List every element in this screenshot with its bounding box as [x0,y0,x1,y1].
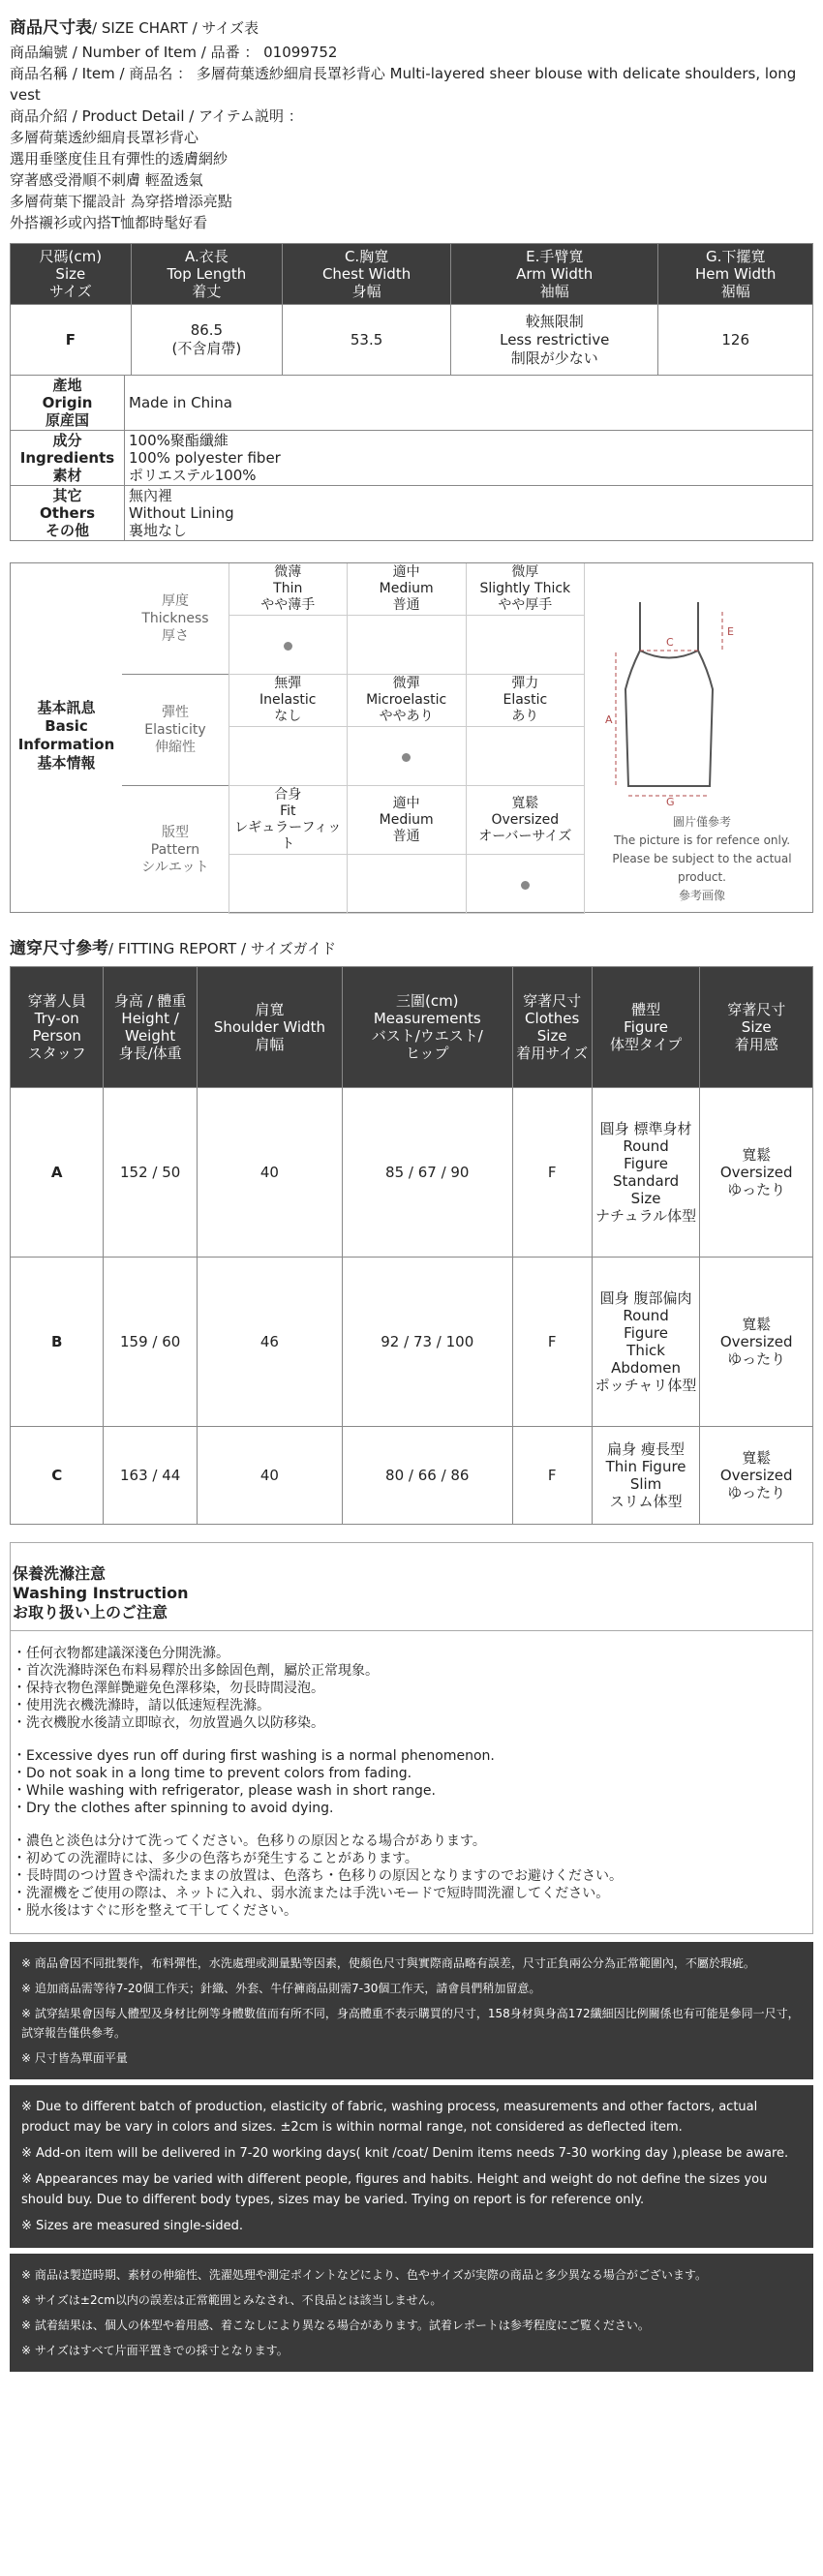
cell-line: (不含肩帶) [171,340,242,357]
fitting-title-cn: 適穿尺寸參考 [10,939,108,958]
fitting-cell-sh: 40 [197,1088,342,1258]
figure-line: Round [623,1137,669,1155]
header-line: 身長/体重 [118,1045,182,1062]
label-line: 原産国 [45,411,89,429]
description-line: 多層荷葉下擺設計 為穿搭增添亮點 [10,193,232,210]
attribute-option [229,786,347,855]
header-line: Size [55,265,86,283]
header-line: スタッフ [27,1045,86,1062]
caption-line: 參考画像 [678,889,725,902]
attribute-option [466,786,584,855]
title-rest: / SIZE CHART / サイズ表 [92,19,259,37]
header-line: C.胸寬 [344,248,389,265]
option-line: Medium [379,581,434,596]
info-table [10,375,813,541]
fitting-cell-m: 85 / 67 / 90 [342,1088,512,1258]
option-line: Medium [379,811,434,828]
label-line: 素材 [52,467,82,484]
option-line: 普通 [392,597,420,613]
value-line: 裏地なし [129,522,188,539]
option-line: Inelastic [259,692,317,708]
size-chart-page [10,0,813,2372]
header-line: G.下擺寬 [706,248,766,265]
washing-body [11,1631,812,1933]
description-line: 選用垂墜度佳且有彈性的透膚網紗 [10,150,229,167]
notice-line: ※ Add-on item will be delivered in 7-20 working days( knit /coat/ Denim items needs 7-30 working day ),please be aware. [21,2146,789,2161]
info-value [125,431,813,486]
label-line: 產地 [52,377,82,394]
wash-line: ・使用洗衣機洗滌時，請以低速短程洗滌。 [13,1698,270,1713]
option-line: レギュラーフィット [234,820,342,852]
figure-line: Round [623,1307,669,1324]
option-line: やや薄手 [260,597,316,613]
fitting-cell-p: C [11,1427,104,1525]
attribute-marker-cell [229,855,347,914]
option-line: あり [511,709,539,724]
notice-line: ※ 商品は製造時期、素材の伸縮性、洗濯処理や測定ポイントなどにより、色やサイズが実際の商品と多少異なる場合がございます。 [21,2268,707,2282]
attribute-name [122,563,229,675]
feel-line: ゆったり [727,1181,786,1198]
header-line: ヒップ [405,1045,449,1062]
figure-cell [592,1427,700,1525]
size-header-cell [131,244,282,305]
size-header-cell [283,244,451,305]
fitting-cell-hw: 163 / 44 [104,1427,197,1525]
option-line: ややあり [379,709,434,724]
info-label [11,431,125,486]
fitting-row [11,1088,813,1258]
option-line: Slightly Thick [479,581,571,596]
basic-info-label [11,699,122,773]
wash-line: ・洗衣機脫水後請立即晾衣，勿放置過久以防移染。 [13,1715,324,1731]
header-line: Arm Width [516,265,594,283]
attribute-option [347,786,466,855]
notice-cn [10,1942,813,2079]
title-cn: 商品尺寸表 [10,18,92,38]
figure-line: Size [630,1190,661,1207]
figure-line: スリム体型 [609,1493,683,1510]
figure-line: 圓身 腹部偏肉 [599,1289,692,1307]
washing-instruction [10,1542,813,1934]
feel-line: Oversized [719,1467,793,1484]
size-table [10,243,813,376]
wash-title-line: お取り扱い上のご注意 [13,1603,168,1621]
option-line: 適中 [392,795,420,811]
option-line: Thin [273,581,303,596]
attribute-marker-cell [466,855,584,914]
notice-line: ※ 試着結果は、個人の体型や着用感、着こなしにより異なる場合があります。試着レポートは参考程度にご覧ください。 [21,2318,650,2332]
figure-line: Figure [624,1324,668,1342]
attribute-marker-cell [347,727,466,786]
header-line: 尺碼(cm) [39,248,103,265]
attribute-option [347,675,466,727]
option-line: 微薄 [274,564,302,580]
wash-line: ・Dry the clothes after spinning to avoid dying. [13,1801,334,1816]
header-line: Chest Width [321,265,412,283]
wash-line: ・濃色と淡色は分けて洗ってください。色移りの原因となる場合があります。 [13,1834,486,1849]
attribute-marker-cell [347,616,466,675]
cell-line: Less restrictive [500,330,610,349]
feel-line: Oversized [719,1164,793,1181]
option-line: なし [274,709,302,724]
wash-line: ・Excessive dyes run off during first washing is a normal phenomenon. [13,1748,495,1764]
attr-line: 版型 [161,824,189,840]
figure-cell [592,1258,700,1427]
info-value [125,376,813,431]
basic-information-panel [10,562,813,913]
wash-line: ・任何衣物都建議深淺色分開洗滌。 [13,1646,229,1661]
wash-title-line: Washing Instruction [13,1584,189,1602]
header-line: 着用感 [734,1036,778,1053]
attr-line: 伸縮性 [154,740,196,755]
option-line: 合身 [274,787,302,803]
garment-diagram [592,592,747,805]
basic-label-line: Basic [45,717,88,735]
selected-dot [284,642,292,651]
cell-line: 86.5 [190,321,224,339]
figure-line: 扁身 瘦長型 [607,1440,685,1458]
product-description [10,42,813,233]
fitting-cell-s: F [512,1088,592,1258]
label-line: その他 [45,522,89,539]
fitting-header-cell [11,967,104,1088]
attribute-option [466,563,584,616]
option-line: 彈力 [511,676,539,691]
notice-line: ※ Appearances may be varied with different people, figures and habits. Height and weight do not define the sizes you should buy. Due to different body types, sizes may be varied. Trying on report is for reference only. [21,2172,768,2207]
header-line: Shoulder Width [213,1018,325,1036]
header-line: Size [536,1027,567,1045]
description-line: 商品編號 / Number of Item / 品番 ： 01099752 [10,44,338,61]
feel-cell [700,1258,813,1427]
info-label [11,376,125,431]
info-value [125,486,813,541]
label-line: Ingredients [19,449,115,467]
caption-line: Please be subject to the actual product. [612,852,792,884]
option-line: Fit [280,803,296,819]
attribute-option [229,675,347,727]
header-line: Weight [125,1027,176,1045]
header-line: 身高 / 體重 [113,992,187,1010]
caption-line: The picture is for refence only. [613,833,791,847]
fitting-cell-p: B [11,1258,104,1427]
header-line: 肩幅 [255,1036,285,1053]
fitting-cell-hw: 159 / 60 [104,1258,197,1427]
feel-line: 寬鬆 [742,1146,772,1164]
fitting-header-cell [197,967,342,1088]
description-line: 多層荷葉透紗細肩長罩衫背心 [10,129,199,146]
label-line: Others [39,504,96,522]
figure-line: Slim [629,1475,662,1493]
figure-line: Standard [612,1172,680,1190]
info-label [11,486,125,541]
value-line: 無內裡 [129,487,173,504]
value-line: 100% polyester fiber [129,449,281,467]
feel-line: 寬鬆 [742,1316,772,1333]
label-g: G [666,796,675,805]
attr-line: シルエット [141,859,209,875]
value-line: Without Lining [129,504,234,522]
label-c: C [666,636,674,649]
header-line: 穿著尺寸 [727,1001,786,1018]
notice-line: ※ サイズは±2cm以内の誤差は正常範囲とみなされ、不良品とは該当しません。 [21,2293,442,2307]
header-line: サイズ [48,283,92,300]
cell-line: 制限が少ない [510,349,598,367]
feel-line: 寬鬆 [742,1449,772,1467]
wash-line: ・長時間のつけ置きや濡れたままの放置は、色落ち・色移りの原因となりますのでお避けください。 [13,1868,623,1884]
option-line: 微彈 [392,676,420,691]
header-line: Person [32,1027,81,1045]
header-line: 体型タイプ [609,1036,683,1053]
header-line: 穿著尺寸 [523,992,582,1010]
diagram-caption [592,813,812,905]
header-line: A.衣長 [185,248,229,265]
figure-line: Thin Figure [605,1458,686,1475]
fitting-cell-sh: 46 [197,1258,342,1427]
attribute-marker-cell [466,616,584,675]
attr-line: 彈性 [161,705,189,720]
description-line: 穿著感受滑順不刺膚 輕盈透氣 [10,171,203,189]
header-line: Measurements [373,1010,481,1027]
basic-label-line: Information [17,736,115,753]
header-line: 裾幅 [720,283,750,300]
fitting-header-cell [104,967,197,1088]
figure-cell [592,1088,700,1258]
option-line: 普通 [392,828,420,844]
wash-title-line: 保養洗滌注意 [13,1564,107,1583]
header-line: Try-on [34,1010,79,1027]
notice-line: ※ 尺寸皆為單面平量 [21,2051,128,2065]
fitting-cell-m: 80 / 66 / 86 [342,1427,512,1525]
figure-line: Thick [626,1342,665,1359]
figure-line: ナチュラル体型 [595,1207,697,1225]
header-line: 穿著人員 [27,992,86,1010]
fitting-table [10,966,813,1525]
option-line: 微厚 [511,564,539,580]
attribute-option [229,563,347,616]
feel-line: ゆったり [727,1350,786,1368]
option-line: やや厚手 [498,597,553,613]
wash-group-en [13,1747,810,1817]
basic-label-line: 基本訊息 [37,699,96,716]
fitting-header-cell [592,967,700,1088]
wash-line: ・保持衣物色澤鮮艷避免色澤移染，勿長時間浸泡。 [13,1681,324,1696]
notice-line: ※ 試穿結果會因每人體型及身材比例等身體數值而有所不同，身高體重不表示購買的尺寸，158身材與身高172纖細因比例關係也有可能是參同一尺寸，試穿報告僅供參考。 [21,2007,800,2040]
attribute-option [466,675,584,727]
fitting-cell-sh: 40 [197,1427,342,1525]
label-line: 成分 [52,432,82,449]
header-line: 着丈 [192,283,222,300]
size-cell-hem: 126 [658,305,813,376]
wash-line: ・脱水後はすぐに形を整えて干してください。 [13,1903,297,1919]
label-line: Origin [42,394,93,411]
value-line: ポリエステル100% [129,467,257,484]
fitting-row [11,1427,813,1525]
fitting-row [11,1258,813,1427]
fitting-header-cell [512,967,592,1088]
cell-line: 較無限制 [525,312,584,330]
notice-line: ※ Sizes are measured single-sided. [21,2219,244,2233]
notice-line: ※ Due to different batch of production, elasticity of fabric, washing process, measurements and other factors, actual product may be vary in colors and sizes. ±2cm is within normal range, not considered as deflected item. [21,2100,758,2135]
header-line: Clothes [525,1010,580,1027]
notice-jp [10,2254,813,2372]
size-chart-title [10,14,813,38]
size-cell-arm [451,305,658,376]
notice-en [10,2085,813,2248]
header-line: 肩寬 [255,1001,285,1018]
tank-top-outline [625,602,713,786]
header-line: Hem Width [694,265,777,283]
attribute-marker-cell [229,616,347,675]
description-line: 商品名稱 / Item / 商品名 ： 多層荷葉透紗細肩長罩衫背心 Multi-layered sheer blouse with delicate shoulders, long vest [10,65,797,104]
fitting-title-rest: / FITTING REPORT / サイズガイド [108,940,337,957]
header-line: Figure [624,1018,668,1036]
figure-line: 圓身 標準身材 [599,1120,692,1137]
fitting-report-title [10,934,813,958]
option-line: Oversized [491,811,560,828]
option-line: Microelastic [366,692,447,708]
header-line: Top Length [167,265,247,283]
attribute-marker-cell [229,727,347,786]
attribute-name [122,786,229,914]
wash-group-cn [13,1645,810,1732]
caption-line: 圖片僅參考 [672,815,731,829]
attribute-marker-cell [347,855,466,914]
fitting-header-cell [700,967,813,1088]
wash-line: ・洗濯機をご使用の際は、ネットに入れ、弱水流または手洗いモードで短時間洗濯してください。 [13,1886,610,1901]
header-line: E.手臂寬 [526,248,584,265]
wash-group-jp [13,1833,810,1920]
description-line: 外搭襯衫或內搭T恤都時髦好看 [10,214,208,231]
size-cell-chest: 53.5 [283,305,451,376]
attribute-name [122,675,229,786]
size-cell-size: F [11,305,132,376]
label-a: A [605,713,613,726]
header-line: 體型 [631,1001,661,1018]
header-line: Height / [121,1010,179,1027]
notice-line: ※ 商品會因不同批製作，布料彈性，水洗處理或測量點等因素，使顏色尺寸與實際商品略有誤差，尺寸正負兩公分為正常範圍內，不屬於瑕疵。 [21,1956,755,1970]
wash-line: ・初めての洗濯時には、多少の色落ちが発生することがあります。 [13,1851,418,1866]
selected-dot [521,881,530,890]
selected-dot [402,753,411,762]
figure-line: Figure [624,1155,668,1172]
fitting-header-cell [342,967,512,1088]
header-line: 袖幅 [539,283,569,300]
fitting-cell-p: A [11,1088,104,1258]
basic-label-line: 基本情報 [37,754,96,772]
feel-cell [700,1088,813,1258]
wash-line: ・首次洗滌時深色布料易釋於出多餘固色劑，屬於正常現象。 [13,1663,379,1679]
fitting-cell-m: 92 / 73 / 100 [342,1258,512,1427]
attr-line: Thickness [141,611,209,626]
header-line: 着用サイズ [516,1045,589,1062]
attr-line: 厚さ [161,628,189,644]
option-line: 適中 [392,564,420,580]
header-line: Size [741,1018,772,1036]
size-header-cell [11,244,132,305]
attr-line: Elasticity [144,722,206,738]
fitting-cell-hw: 152 / 50 [104,1088,197,1258]
attr-line: 厚度 [161,593,189,609]
figure-line: ポッチャリ体型 [594,1377,697,1394]
option-line: 寬鬆 [511,795,539,811]
attribute-marker-cell [466,727,584,786]
label-line: 其它 [52,487,82,504]
value-line: 100%聚酯纖維 [129,432,229,449]
option-line: Elastic [503,692,548,708]
size-header-cell [658,244,813,305]
feel-line: ゆったり [727,1484,786,1501]
feel-cell [700,1427,813,1525]
basic-info-table [122,563,585,914]
option-line: オーバーサイズ [478,828,572,844]
header-line: バスト/ウエスト/ [371,1027,483,1045]
attr-line: Pattern [150,841,200,858]
size-header-cell [451,244,658,305]
washing-title [11,1543,812,1631]
value-line: Made in China [129,394,232,411]
wash-line: ・Do not soak in a long time to prevent colors from fading. [13,1766,412,1781]
size-cell-length [131,305,282,376]
option-line: 無彈 [274,676,302,691]
description-line: 商品介紹 / Product Detail / アイテム説明 ： [10,107,303,125]
notice-line: ※ 追加商品需等待7-20個工作天；針織、外套、牛仔褲商品則需7-30個工作天，請會員們稍加留意。 [21,1982,541,1995]
attribute-option [347,563,466,616]
header-line: 身幅 [351,283,381,300]
feel-line: Oversized [719,1333,793,1350]
label-e: E [727,625,734,638]
notice-line: ※ サイズはすべて片面平置きでの採寸となります。 [21,2344,289,2357]
fitting-cell-s: F [512,1427,592,1525]
figure-line: Abdomen [611,1359,681,1377]
wash-line: ・While washing with refrigerator, please wash in short range. [13,1783,436,1799]
header-line: 三圍(cm) [395,992,459,1010]
fitting-cell-s: F [512,1258,592,1427]
